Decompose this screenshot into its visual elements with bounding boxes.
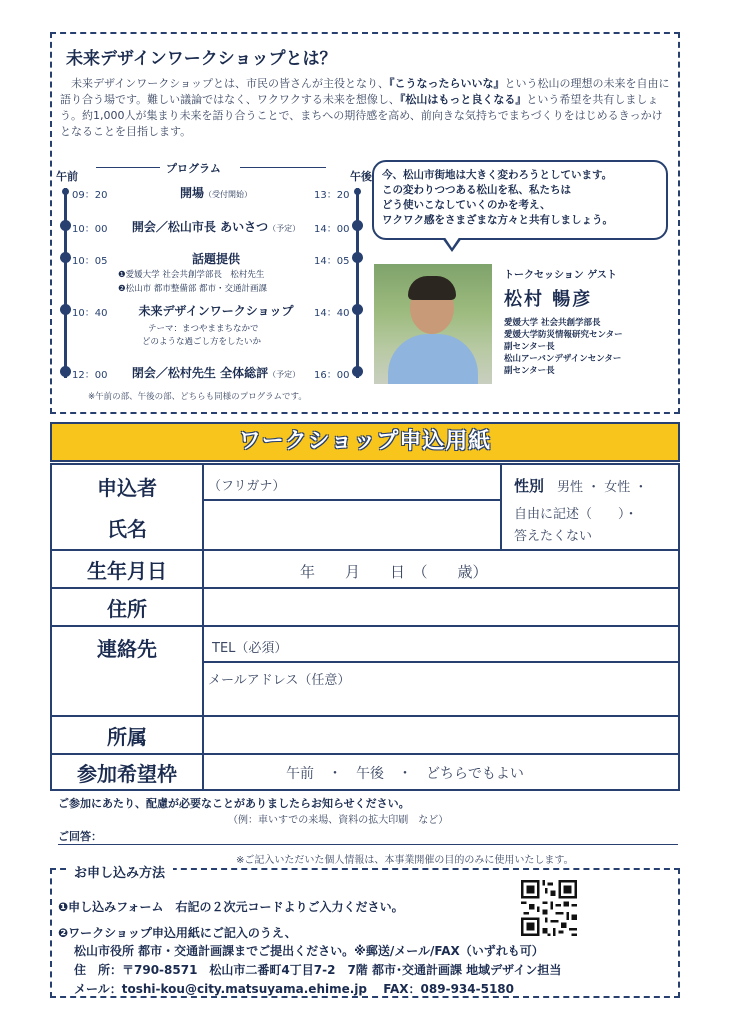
speech-bubble [372, 160, 668, 240]
event-name: 開場 [179, 186, 204, 200]
timeline-line-pm [356, 188, 359, 378]
event-note: （受付開始） [204, 190, 252, 199]
apply-submit: 松山市役所 都市・交通計画課までご提出ください。※郵送/メール/FAX（いずれも可） [74, 944, 544, 958]
am-time: 12：00 [72, 370, 108, 381]
slot-options: 午前 ・ 午後 ・ どちらでもよい [286, 766, 524, 782]
timeline-dot [352, 304, 363, 315]
guest-photo [374, 264, 492, 384]
guest-affiliation [504, 317, 674, 377]
pm-time: 14：40 [314, 308, 350, 319]
event-note: （予定） [268, 370, 301, 379]
apply-address: 住 所：〒790-8571 松山市二番町4丁目7-2 7階 都市･交通計画課 地域デザイン担当 [74, 963, 562, 977]
name-field[interactable] [204, 501, 502, 551]
bubble-tail [442, 238, 462, 252]
apply-method-2: ❷ワークショップ申込用紙にご記入のうえ、 [58, 926, 297, 940]
gender-label: 性別 [514, 477, 545, 495]
qr-code-icon[interactable] [521, 880, 577, 936]
timeline-dot [60, 252, 71, 263]
event-name: 閉会／松村先生 全体総評 [131, 366, 269, 380]
about-title: 未来デザインワークショップとは？ [66, 49, 337, 69]
timeline-dot [60, 304, 71, 315]
care-example: （例：車いすでの来場、資料の拡大印刷 など） [228, 815, 449, 826]
about-text-2: という松山の理想の未来を自由に語り合う場です。難しい議論ではなく、ワクワクする未来を想像し、 [60, 77, 670, 106]
guest-name: 松村 暢彦 [504, 289, 593, 310]
care-note: ご参加にあたり、配慮が必要なことがありましたらお知らせください。 [58, 797, 410, 810]
theme-1: テーマ：まつやままちなかで [148, 324, 259, 334]
event-note: （予定） [268, 224, 301, 233]
program-title: プログラム [166, 162, 221, 175]
divider [96, 167, 160, 168]
email-field[interactable] [204, 663, 678, 717]
furigana-label: （フリガナ） [208, 479, 286, 494]
about-quote-2: 『松山はもっと良くなる』 [399, 93, 527, 106]
affiliation-label: 所属 [52, 717, 204, 755]
tel-label: TEL（必須） [212, 641, 288, 656]
event-name: 話題提供 [191, 252, 240, 266]
program-timeline [56, 160, 372, 400]
timeline-line-am [64, 188, 67, 378]
gender-free: 自由に記述（ ）・ [514, 507, 638, 522]
gender-none: 答えたくない [514, 529, 593, 544]
affiliation-line: 愛媛大学防災情報研究センター [504, 330, 623, 340]
gender-field[interactable] [502, 465, 678, 551]
topic-1: ❶愛媛大学 社会共創学部長 松村先生 [118, 270, 265, 280]
affiliation-line: 副センター長 [504, 342, 555, 352]
timeline-dot [352, 252, 363, 263]
program-footnote: ※午前の部、午後の部、どちらも同様のプログラムです。 [88, 392, 307, 402]
apply-method-1: ❶申し込みフォーム 右記の２次元コードよりご入力ください。 [58, 900, 404, 914]
address-field[interactable] [204, 589, 678, 627]
timeline-dot [354, 188, 361, 195]
program-event [116, 218, 316, 235]
about-section [50, 32, 680, 414]
topic-2: ❷松山市 都市整備部 都市・交通計画課 [118, 284, 268, 294]
applicant-label: 申込者 [97, 476, 157, 500]
pm-time: 14：00 [314, 224, 350, 235]
form-banner: ワークショップ申込用紙 [50, 422, 680, 462]
tel-field[interactable] [204, 627, 678, 663]
pm-time: 13：20 [314, 190, 350, 201]
about-text-3: という希望を共有しましょう。約1,000人が集まり未来を語り合うことで、まちへの期待感を高め、前向きな気持ちでまちづくりをはじめるきっかけとなることを目指します。 [60, 93, 663, 138]
bubble-line: 今、松山市街地は大きく変わろうとしています。 [382, 169, 613, 181]
applicant-name-label [52, 465, 204, 551]
timeline-dot [62, 188, 69, 195]
event-name: 未来デザインワークショップ [138, 304, 294, 318]
am-time: 09：20 [72, 190, 108, 201]
apply-contact: メール：toshi-kou@city.matsuyama.ehime.jp FAX：089-934-5180 [74, 982, 515, 996]
timeline-dot [352, 366, 363, 377]
program-event [116, 250, 316, 267]
program-header [56, 160, 372, 183]
event-name: 開会／松山市長 あいさつ [131, 220, 269, 234]
pm-time: 14：05 [314, 256, 350, 267]
answer-label: ご回答： [58, 830, 102, 843]
am-time: 10：05 [72, 256, 108, 267]
about-text-1: 未来デザインワークショップとは、市民の皆さんが主役となり、 [71, 77, 390, 90]
contact-label: 連絡先 [52, 627, 204, 717]
affiliation-line: 副センター長 [504, 366, 555, 376]
slot-field[interactable] [204, 755, 678, 789]
bubble-line: ワクワク感をさまざまな方々と共有しましょう。 [382, 214, 613, 226]
gender-options: 男性 ・ 女性 ・ [557, 480, 648, 495]
pm-label: 午後 [350, 170, 372, 183]
timeline-dot [60, 366, 71, 377]
affiliation-line: 愛媛大学 社会共創学部長 [504, 318, 601, 328]
timeline-dot [60, 220, 71, 231]
affiliation-field[interactable] [204, 717, 678, 755]
birthday-format: 年 月 日 （ 歳） [300, 563, 488, 581]
affiliation-line: 松山アーバンデザインセンター [504, 354, 622, 364]
timeline-dot [352, 220, 363, 231]
name-label: 氏名 [107, 517, 147, 541]
bubble-line: どう使いこなしていくのかを考え、 [382, 199, 551, 211]
birthday-label: 生年月日 [52, 551, 204, 589]
program-event [116, 184, 316, 201]
slot-label: 参加希望枠 [52, 755, 204, 789]
guest-label: トークセッション ゲスト [504, 270, 617, 281]
bubble-line: この変わりつつある松山を私、私たちは [382, 184, 571, 196]
birthday-field[interactable] [204, 551, 678, 589]
photo-hair [408, 276, 456, 300]
am-label: 午前 [56, 170, 78, 183]
theme-2: どのような過ごし方をしたいか [142, 337, 262, 347]
am-time: 10：00 [72, 224, 108, 235]
furigana-field[interactable] [204, 465, 502, 501]
apply-title: お申し込み方法 [66, 862, 173, 881]
about-body [60, 76, 672, 140]
pm-time: 16：00 [314, 370, 350, 381]
application-form [50, 463, 680, 791]
divider [240, 167, 326, 168]
answer-field[interactable] [58, 844, 678, 845]
program-event [116, 364, 316, 381]
address-label: 住所 [52, 589, 204, 627]
guest-info [504, 266, 674, 377]
am-time: 10：40 [72, 308, 108, 319]
photo-body [388, 334, 478, 384]
email-label: メールアドレス（任意） [208, 673, 351, 688]
about-quote-1: 『こうなったらいいな』 [389, 77, 505, 90]
program-event [116, 302, 316, 319]
gender-line-1 [514, 475, 647, 496]
privacy-note: ※ご記入いただいた個人情報は、本事業開催の目的のみに使用いたします。 [236, 855, 574, 866]
